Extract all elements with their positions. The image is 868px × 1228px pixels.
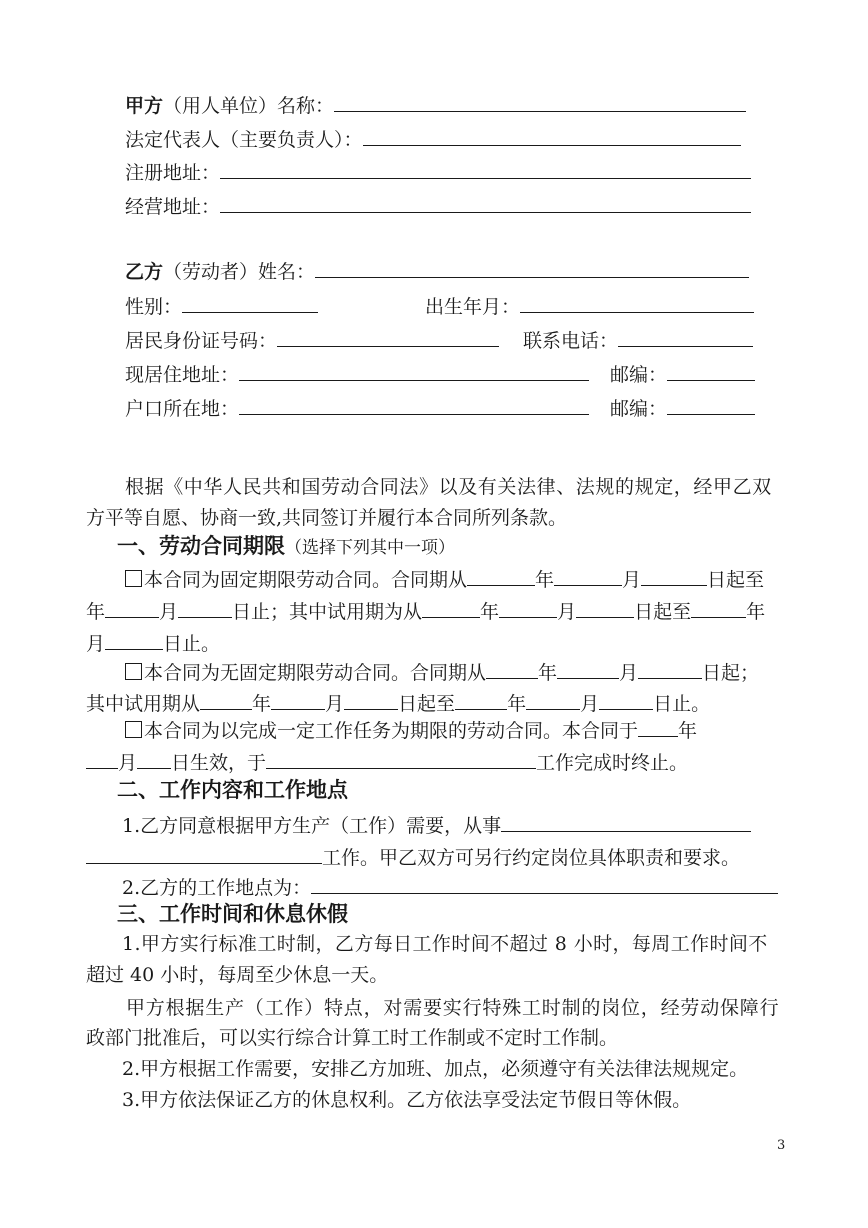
postcode-label-1: 邮编： [610, 364, 668, 386]
phone-label: 联系电话： [523, 330, 619, 352]
from-label: 日起至 [707, 569, 765, 591]
opt2-trial-start-year[interactable] [200, 690, 252, 710]
legal-rep-label: 法定代表人（主要负责人）： [125, 129, 363, 151]
party-b-title: 乙方 [125, 261, 164, 283]
gender-row [125, 293, 318, 319]
job-field-2[interactable] [86, 844, 322, 864]
trial-end-year[interactable] [691, 598, 746, 618]
trial-end-day[interactable] [105, 630, 163, 650]
option-2-line-1 [125, 659, 759, 685]
trial-start-year[interactable] [422, 598, 480, 618]
postcode-row-1 [610, 361, 755, 387]
id-label: 居民身份证号码： [125, 330, 278, 352]
task-based-checkbox[interactable] [125, 721, 142, 738]
opt2-trial-start-day[interactable] [344, 690, 398, 710]
month-label: 月 [159, 601, 179, 623]
from-label: 日起至 [634, 601, 692, 623]
month-label: 月 [580, 693, 600, 715]
section-1-note: （选择下列其中一项） [285, 538, 455, 558]
section-3-p1-line-2: 超过 40 小时，每周至少休息一天。 [86, 964, 389, 986]
legal-rep-field[interactable] [363, 126, 741, 146]
opt2-start-day[interactable] [638, 659, 702, 679]
year-label: 年 [538, 662, 558, 684]
opt2-trial-start-month[interactable] [271, 690, 325, 710]
opt1-end-month[interactable] [105, 598, 159, 618]
month-label: 月 [325, 693, 345, 715]
opt2-start-month[interactable] [557, 659, 619, 679]
id-row [125, 327, 499, 353]
section-2-p1-line-2 [86, 844, 740, 870]
option-1-line-3 [86, 630, 220, 656]
reg-address-field[interactable] [220, 159, 751, 179]
postcode-row-2 [610, 395, 755, 421]
birth-label: 出生年月： [425, 296, 521, 318]
party-a-name-row [125, 92, 746, 118]
trial-label: 其中试用期从 [86, 693, 201, 715]
party-b-name-label: （劳动者）姓名： [163, 261, 316, 283]
end-label: 日止。 [653, 693, 711, 715]
phone-field[interactable] [618, 327, 753, 347]
current-address-row [125, 361, 589, 387]
biz-address-row [125, 193, 751, 219]
current-address-field[interactable] [239, 361, 589, 381]
gender-field[interactable] [182, 293, 318, 313]
to-label: 日起至 [398, 693, 456, 715]
section-3-p4: 3.甲方依法保证乙方的休息权利。乙方依法享受法定节假日等休假。 [122, 1089, 692, 1111]
section-2-heading: 二、工作内容和工作地点 [117, 778, 348, 802]
biz-address-label: 经营地址： [125, 196, 221, 218]
year-label: 年 [86, 601, 106, 623]
section-2-p2 [122, 874, 778, 900]
legal-rep-row [125, 126, 741, 152]
open-ended-checkbox[interactable] [125, 663, 142, 680]
phone-row [523, 327, 753, 353]
end-label: 日止。 [163, 633, 221, 655]
year-label: 年 [678, 720, 698, 742]
trial-start-day[interactable] [576, 598, 634, 618]
start-label: 日起； [702, 662, 760, 684]
opt2-start-year[interactable] [486, 659, 538, 679]
party-a-name-field[interactable] [334, 92, 746, 112]
year-label: 年 [480, 601, 500, 623]
option-2-line-2 [86, 690, 710, 716]
section-1-heading-row [117, 534, 455, 560]
party-b-name-row [125, 258, 749, 284]
section-1-heading: 一、劳动合同期限 [117, 534, 285, 558]
postcode-field-2[interactable] [667, 395, 755, 415]
option-3-text: 本合同为以完成一定工作任务为期限的劳动合同。本合同于 [144, 720, 639, 742]
intro-line-2: 方平等自愿、协商一致,共同签订并履行本合同所列条款。 [86, 507, 568, 529]
trial-start-month[interactable] [499, 598, 557, 618]
section-2-p1-tail: 工作。甲乙双方可另行约定岗位具体职责和要求。 [322, 847, 741, 869]
workplace-label: 2.乙方的工作地点为： [122, 877, 312, 899]
opt3-task-field[interactable] [266, 749, 536, 769]
id-field[interactable] [277, 327, 499, 347]
hukou-row [125, 395, 589, 421]
hukou-field[interactable] [239, 395, 589, 415]
section-3-p1-line-1: 1.甲方实行标准工时制，乙方每日工作时间不超过 8 小时，每周工作时间不 [122, 933, 768, 955]
intro-line-1: 根据《中华人民共和国劳动合同法》以及有关法律、法规的规定，经甲乙双 [125, 476, 772, 498]
opt3-day[interactable] [137, 749, 171, 769]
opt3-year[interactable] [638, 717, 678, 737]
year-label: 年 [535, 569, 555, 591]
year-label: 年 [746, 601, 766, 623]
month-label: 月 [557, 601, 577, 623]
option-1-text: 本合同为固定期限劳动合同。合同期从 [144, 569, 468, 591]
postcode-field-1[interactable] [667, 361, 755, 381]
opt2-trial-end-month[interactable] [526, 690, 580, 710]
effective-label: 日生效，于 [171, 752, 267, 774]
section-2-p1-text: 1.乙方同意根据甲方生产（工作）需要，从事 [122, 815, 502, 837]
done-label: 工作完成时终止。 [536, 752, 689, 774]
opt1-start-year[interactable] [467, 566, 535, 586]
opt1-start-day[interactable] [641, 566, 707, 586]
hukou-label: 户口所在地： [125, 398, 240, 420]
month-label: 月 [118, 752, 138, 774]
current-address-label: 现居住地址： [125, 364, 240, 386]
opt3-month-blank[interactable] [86, 749, 118, 769]
option-3-line-1 [125, 717, 697, 743]
gender-label: 性别： [125, 296, 183, 318]
section-3-p2-line-2: 政部门批准后，可以实行综合计算工时工作制或不定时工作制。 [86, 1027, 619, 1049]
section-3-heading: 三、工作时间和休息休假 [117, 902, 348, 926]
opt2-trial-end-year[interactable] [455, 690, 507, 710]
job-field-1[interactable] [501, 812, 751, 832]
option-3-line-2 [86, 749, 688, 775]
postcode-label-2: 邮编： [610, 398, 668, 420]
until-label: 日止；其中试用期为从 [232, 601, 423, 623]
month-label: 月 [622, 569, 642, 591]
biz-address-field[interactable] [220, 193, 751, 213]
fixed-term-checkbox[interactable] [125, 570, 142, 587]
opt1-start-month[interactable] [554, 566, 622, 586]
opt2-trial-end-day[interactable] [599, 690, 653, 710]
year-label: 年 [252, 693, 272, 715]
workplace-field[interactable] [311, 874, 778, 894]
reg-address-row [125, 159, 751, 185]
month-label: 月 [619, 662, 639, 684]
reg-address-label: 注册地址： [125, 162, 221, 184]
page-number: 3 [777, 1138, 786, 1153]
section-2-p1-line-1 [122, 812, 751, 838]
year-label: 年 [507, 693, 527, 715]
opt1-end-day[interactable] [178, 598, 232, 618]
section-3-p2-line-1: 甲方根据生产（工作）特点，对需要实行特殊工时制的岗位，经劳动保障行 [126, 997, 780, 1019]
month-label: 月 [86, 633, 106, 655]
option-1-line-2 [86, 598, 765, 624]
party-a-title: 甲方 [125, 95, 164, 117]
option-2-text: 本合同为无固定期限劳动合同。合同期从 [144, 662, 487, 684]
birth-field[interactable] [520, 293, 754, 313]
section-3-p3: 2.甲方根据工作需要，安排乙方加班、加点，必须遵守有关法律法规规定。 [122, 1058, 749, 1080]
birth-row [425, 293, 754, 319]
party-a-name-label: （用人单位）名称： [163, 95, 335, 117]
option-1-line-1 [125, 566, 764, 592]
party-b-name-field[interactable] [315, 258, 749, 278]
